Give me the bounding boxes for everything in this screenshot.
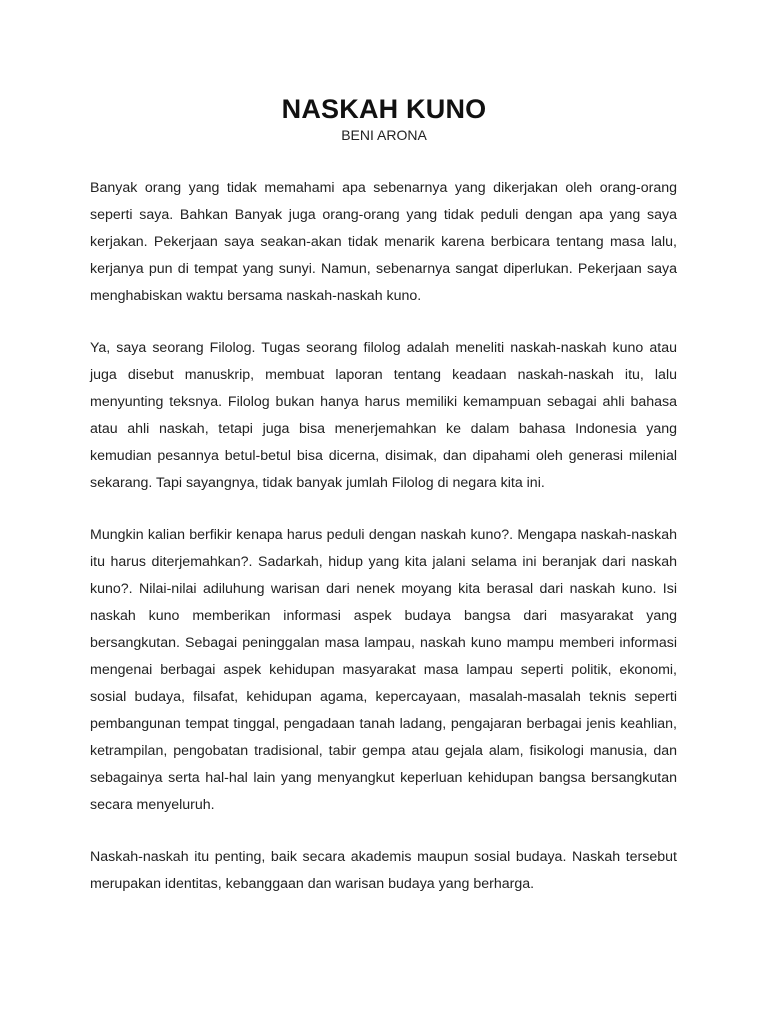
paragraph-2: Ya, saya seorang Filolog. Tugas seorang filolog adalah meneliti naskah-naskah kuno atau juga disebut manuskrip, membuat laporan tentang keadaan naskah-naskah itu, lalu menyunting teksnya. Filolog bukan hanya harus memiliki kemampuan sebagai ahli bahasa atau ahli naskah, tetapi juga bisa menerjemahkan ke dalam bahasa Indonesia yang kemudian pesannya betul-betul bisa dicerna, disimak, dan dipahami oleh generasi milenial sekarang. Tapi sayangnya, tidak banyak jumlah Filolog di negara kita ini.: [90, 340, 677, 491]
paragraph-1: Banyak orang yang tidak memahami apa sebenarnya yang dikerjakan oleh orang-orang seperti saya. Bahkan Banyak juga orang-orang yang tidak peduli dengan apa yang saya kerjakan. Pekerjaan saya seakan-akan tidak menarik karena berbicara tentang masa lalu, kerjanya pun di tempat yang sunyi. Namun, sebenarnya sangat diperlukan. Pekerjaan saya menghabiskan waktu bersama naskah-naskah kuno.: [90, 180, 677, 304]
document-title: NASKAH KUNO: [281, 94, 487, 124]
paragraph-3: Mungkin kalian berfikir kenapa harus peduli dengan naskah kuno?. Mengapa naskah-naskah itu harus diterjemahkan?. Sadarkah, hidup yang kita jalani selama ini beranjak dari naskah kuno?. Nilai-nilai adiluhung warisan dari nenek moyang kita berasal dari naskah kuno. Isi naskah kuno memberikan informasi aspek budaya bangsa dari masyarakat yang bersangkutan. Sebagai peninggalan masa lampau, naskah kuno mampu memberi informasi mengenai berbagai aspek kehidupan masyarakat masa lampau seperti politik, ekonomi, sosial budaya, filsafat, kehidupan agama, kepercayaan, masalah-masalah teknis seperti pembangunan tempat tinggal, pengadaan tanah ladang, pengajaran berbagai jenis keahlian, ketrampilan, pengobatan tradisional, tabir gempa atau gejala alam, fisikologi manusia, dan sebagainya serta hal-hal lain yang menyangkut keperluan kehidupan bangsa bersangkutan secara menyeluruh.: [90, 527, 677, 813]
document-author: BENI ARONA: [341, 127, 427, 143]
document-header: [0, 92, 768, 144]
paragraph-4: Naskah-naskah itu penting, baik secara akademis maupun sosial budaya. Naskah tersebut merupakan identitas, kebanggaan dan warisan budaya yang berharga.: [90, 849, 677, 892]
document-body: [90, 175, 677, 923]
